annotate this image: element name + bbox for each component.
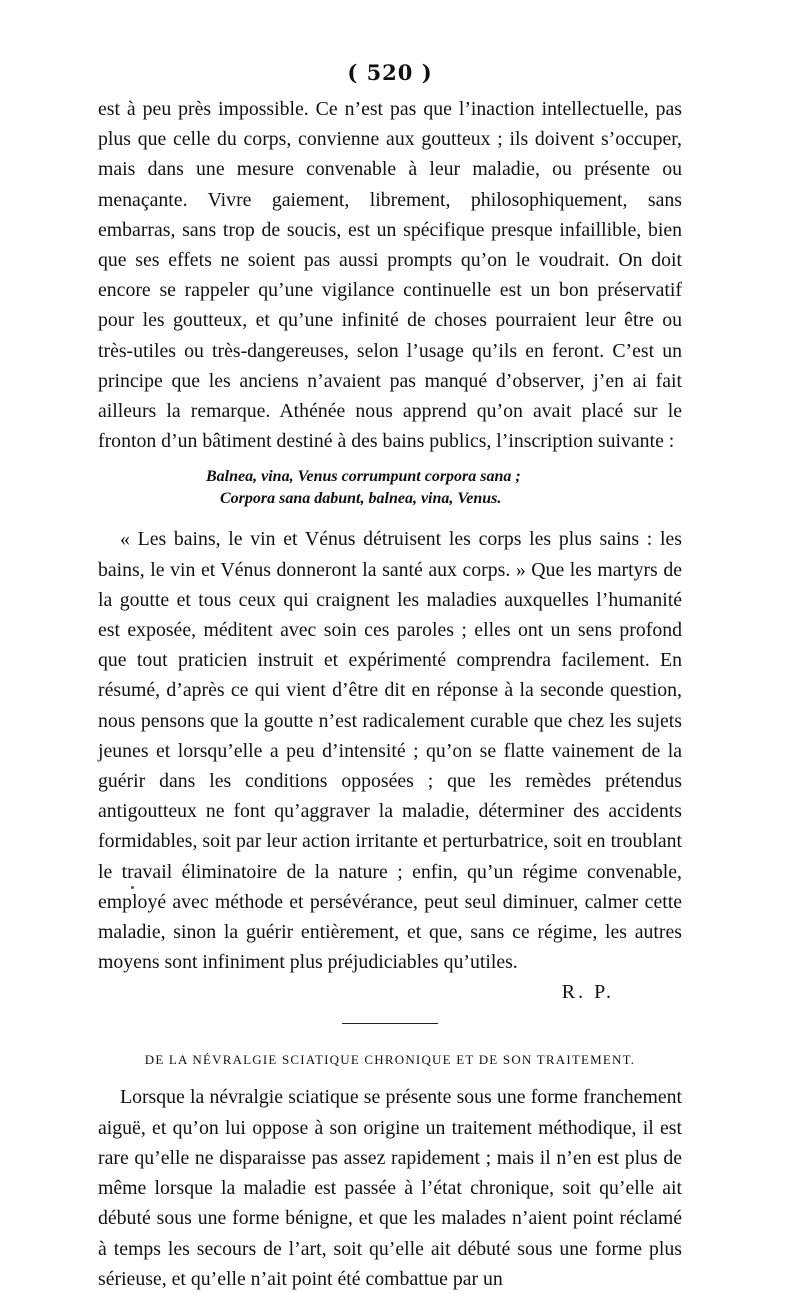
author-signature: R. P. [561,981,614,1004]
section-divider [342,1023,438,1024]
paragraph-sciatique-intro: Lorsque la névralgie sciatique se présente sous une forme franchement aiguë, et qu’on lui oppose à son origine un traitement méthodique, il est rare qu’elle ne disparaisse pas assez rapidement ; mais il n’en est plus de même lorsque la maladie est passée à l’état chronique, soit qu’elle ait débuté sous une forme bénigne, et que les malades n’aient point réclamé à temps les secours de l’art, soit qu’elle ait débuté sous une forme plus sérieuse, et qu’elle n’ait point été combattue par un [98,1086,682,1290]
section-heading: DE LA NÉVRALGIE SCIATIQUE CHRONIQUE ET DE SON TRAITEMENT. [144,1052,636,1068]
paragraph-goutte-conclusion: est à peu près impossible. Ce n’est pas que l’inaction intellectuelle, pas plus que celle du corps, convienne aux goutteux ; ils doivent s’occuper, mais dans une mesure convenable à leur maladie, ou présente ou menaçante. Vivre gaiement, librement, philosophiquement, sans embarras, sans trop de soucis, est un spécifique presque infaillible, bien que ses effets ne soient pas aussi prompts qu’on le voudrait. On doit encore se rappeler qu’une vigilance continuelle est un bon préservatif pour les goutteux, et qu’une infinité de choses pourraient leur être ou très-utiles ou très-dangereuses, selon l’usage qu’ils en feront. C’est un principe que les anciens n’avaient pas manqué d’observer, j’en ai fait ailleurs la remarque. Athénée nous apprend qu’on avait placé sur le fronton d’un bâtiment destiné à des bains publics, l’inscription suivante : [98,98,682,453]
latin-inscription [98,466,682,510]
verse-line-1: Balnea, vina, Venus corrumpunt corpora sana ; [206,468,521,486]
paragraph-translation-summary: « Les bains, le vin et Vénus détruisent les corps les plus sains : les bains, le vin et Vénus donneront la santé aux corps. » Que les martyrs de la goutte et tous ceux qui craignent les maladies auxquelles l’humanité est exposée, méditent avec soin ces paroles ; elles ont un sens profond que tout praticien instruit et expérimenté comprendra facilement. En résumé, d’après ce qui vient d’être dit en réponse à la seconde question, nous pensons que la goutte n’est radicalement curable que chez les sujets jeunes et lorsqu’elle a peu d’intensité ; qu’on se flatte vainement de la guérir dans les conditions opposées ; que les remèdes prétendus antigoutteux ne font qu’aggraver la maladie, déterminer des accidents formidables, soit par leur action irritante et perturbatrice, soit en troublant le travail éliminatoire de la nature ; enfin, qu’un régime convenable, employé avec méthode et persévérance, peut seul diminuer, calmer cette maladie, sinon la guérir entièrement, et que, sans ce régime, les autres moyens sont infiniment plus préjudiciables qu’utiles. [98,528,682,974]
print-speck [131,886,134,889]
page-number: ( 520 ) [347,60,433,85]
verse-line-2: Corpora sana dabunt, balnea, vina, Venus. [220,490,502,508]
page-body [98,58,682,1294]
